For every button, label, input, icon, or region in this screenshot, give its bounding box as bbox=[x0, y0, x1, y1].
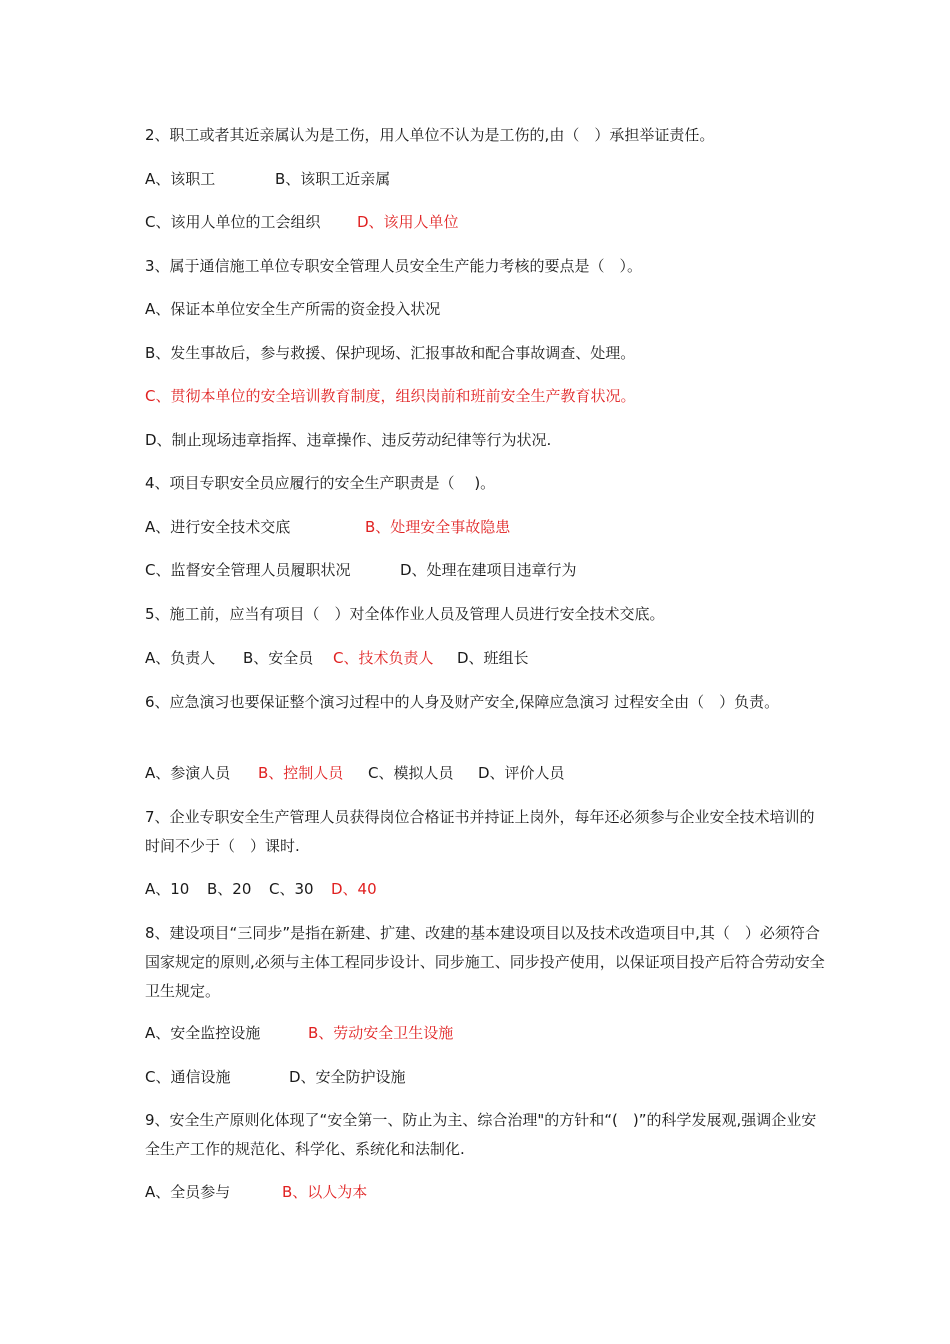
question-4-stem: 4、项目专职安全员应履行的安全生产职责是（ )。 bbox=[145, 474, 496, 492]
option-text: B、安全员 bbox=[243, 649, 314, 667]
option-text: A、安全监控设施 bbox=[145, 1024, 261, 1042]
question-8-options-row-2 bbox=[145, 1063, 825, 1092]
question-9-options bbox=[145, 1178, 825, 1207]
correct-answer: D、40 bbox=[331, 880, 377, 898]
option-text: B、该职工近亲属 bbox=[275, 170, 391, 188]
question-3-stem: 3、属于通信施工单位专职安全管理人员安全生产能力考核的要点是（ ）。 bbox=[145, 257, 643, 275]
option-text: A、该职工 bbox=[145, 170, 216, 188]
option-text: C、通信设施 bbox=[145, 1068, 231, 1086]
correct-answer: B、以人为本 bbox=[282, 1183, 368, 1201]
question-3-option-b: B、发生事故后，参与救援、保护现场、汇报事故和配合事故调查、处理。 bbox=[145, 344, 636, 362]
correct-answer: B、控制人员 bbox=[258, 764, 344, 782]
question-6-stem: 6、应急演习也要保证整个演习过程中的人身及财产安全,保障应急演习 过程安全由（ ）负责。 bbox=[145, 693, 780, 711]
question-2-options-row-2 bbox=[145, 208, 825, 237]
option-text: A、全员参与 bbox=[145, 1183, 231, 1201]
correct-answer: B、劳动安全卫生设施 bbox=[308, 1024, 454, 1042]
correct-answer: D、该用人单位 bbox=[357, 213, 459, 231]
option-text: B、20 bbox=[207, 880, 252, 898]
question-4-options-row-1 bbox=[145, 513, 825, 542]
question-3-option-d: D、制止现场违章指挥、违章操作、违反劳动纪律等行为状况. bbox=[145, 431, 552, 449]
question-2-stem: 2、职工或者其近亲属认为是工伤，用人单位不认为是工伤的,由（ ）承担举证责任。 bbox=[145, 126, 715, 144]
option-text: A、参演人员 bbox=[145, 764, 231, 782]
option-text: A、负责人 bbox=[145, 649, 216, 667]
option-text: A、进行安全技术交底 bbox=[145, 518, 291, 536]
question-8-options-row-1 bbox=[145, 1019, 825, 1048]
option-text: D、班组长 bbox=[457, 649, 529, 667]
correct-answer: B、处理安全事故隐患 bbox=[365, 518, 511, 536]
question-3-option-a: A、保证本单位安全生产所需的资金投入状况 bbox=[145, 300, 441, 318]
option-text: D、处理在建项目违章行为 bbox=[400, 561, 577, 579]
option-text: C、30 bbox=[269, 880, 314, 898]
question-7-stem: 7、企业专职安全生产管理人员获得岗位合格证书并持证上岗外，每年还必须参与企业安全技术培训的时间不少于（ ）课时. bbox=[145, 808, 815, 855]
question-6-options bbox=[145, 759, 825, 788]
correct-answer: C、贯彻本单位的安全培训教育制度，组织岗前和班前安全生产教育状况。 bbox=[145, 387, 636, 405]
question-5-options bbox=[145, 644, 825, 673]
correct-answer: C、技术负责人 bbox=[333, 649, 434, 667]
question-5-stem: 5、施工前，应当有项目（ ）对全体作业人员及管理人员进行安全技术交底。 bbox=[145, 605, 665, 623]
option-text: C、模拟人员 bbox=[368, 764, 454, 782]
question-7-options bbox=[145, 875, 825, 904]
option-text: D、安全防护设施 bbox=[289, 1068, 406, 1086]
option-text: D、评价人员 bbox=[478, 764, 565, 782]
question-8-stem: 8、建设项目“三同步”是指在新建、扩建、改建的基本建设项目以及技术改造项目中,其（ ）必须符合国家规定的原则,必须与主体工程同步设计、同步施工、同步投产使用，以保证项目投产后符合劳动安全卫生规定。 bbox=[145, 924, 825, 1000]
question-9-stem: 9、安全生产原则化体现了“安全第一、防止为主、综合治理"的方针和“( )”的科学发展观,强调企业安全生产工作的规范化、科学化、系统化和法制化. bbox=[145, 1111, 817, 1158]
option-text: A、10 bbox=[145, 880, 190, 898]
question-4-options-row-2 bbox=[145, 556, 825, 585]
option-text: C、该用人单位的工会组织 bbox=[145, 213, 321, 231]
question-2-options-row-1 bbox=[145, 165, 825, 194]
option-text: C、监督安全管理人员履职状况 bbox=[145, 561, 351, 579]
